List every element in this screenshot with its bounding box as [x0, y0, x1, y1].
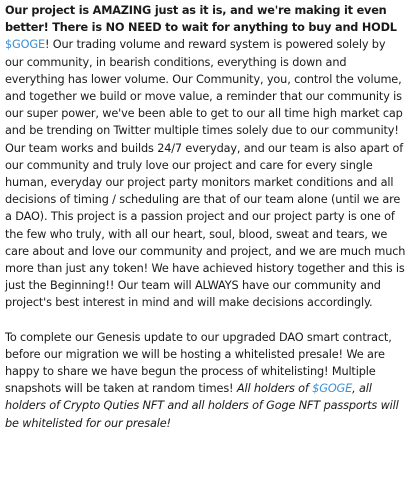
paragraph-2-body: To complete our Genesis update to our upgraded DAO smart contract, before our migration we will be hosting a whitelisted presale! We are happy to share we have begun the process of whitelisting! Multiple snapshots will be taken at random times! — [5, 330, 392, 396]
announcement-paragraph-1 — [5, 2, 407, 312]
headline-text: Our project is AMAZING just as it is, and we're making it even better! There is NO NEED to wait for anything to buy and HODL — [5, 4, 397, 35]
goge-ticker-link[interactable]: $GOGE — [5, 38, 45, 52]
announcement-post — [5, 2, 407, 432]
paragraph-1-body: ! Our trading volume and reward system is powered solely by our community, in bearish conditions, everything is down and everything has lower volume. Our Community, you, control the volume, and together we build or move value, a reminder that our community is our super power, we've been able to get to our all time high market cap and be trending on Twitter multiple times solely due to our community! Our team works and builds 24/7 everyday, and our team is also apart of our community and truly love our project and care for every single human, everyday our project party monitors market conditions and all decisions of timing / scheduling are that of our team alone (until we are a DAO). This project is a passion project and our project party is one of the few who truly, with all our heart, soul, blood, sweat and tears, we care about and love our community and project, and we are much much more than just any token! We have achieved history together and this is just the Beginning!! Our team will ALWAYS have our community and project's best interest in mind and will make decisions accordingly. — [5, 38, 406, 310]
paragraph-2-italic-end: , all holders of Crypto Quties NFT and all holders of Goge NFT passports will be whitelisted for our presale! — [5, 382, 399, 430]
paragraph-2-italic-start: All holders of — [236, 382, 313, 396]
announcement-paragraph-2 — [5, 329, 407, 432]
goge-ticker-link-2[interactable]: $GOGE — [312, 382, 353, 396]
